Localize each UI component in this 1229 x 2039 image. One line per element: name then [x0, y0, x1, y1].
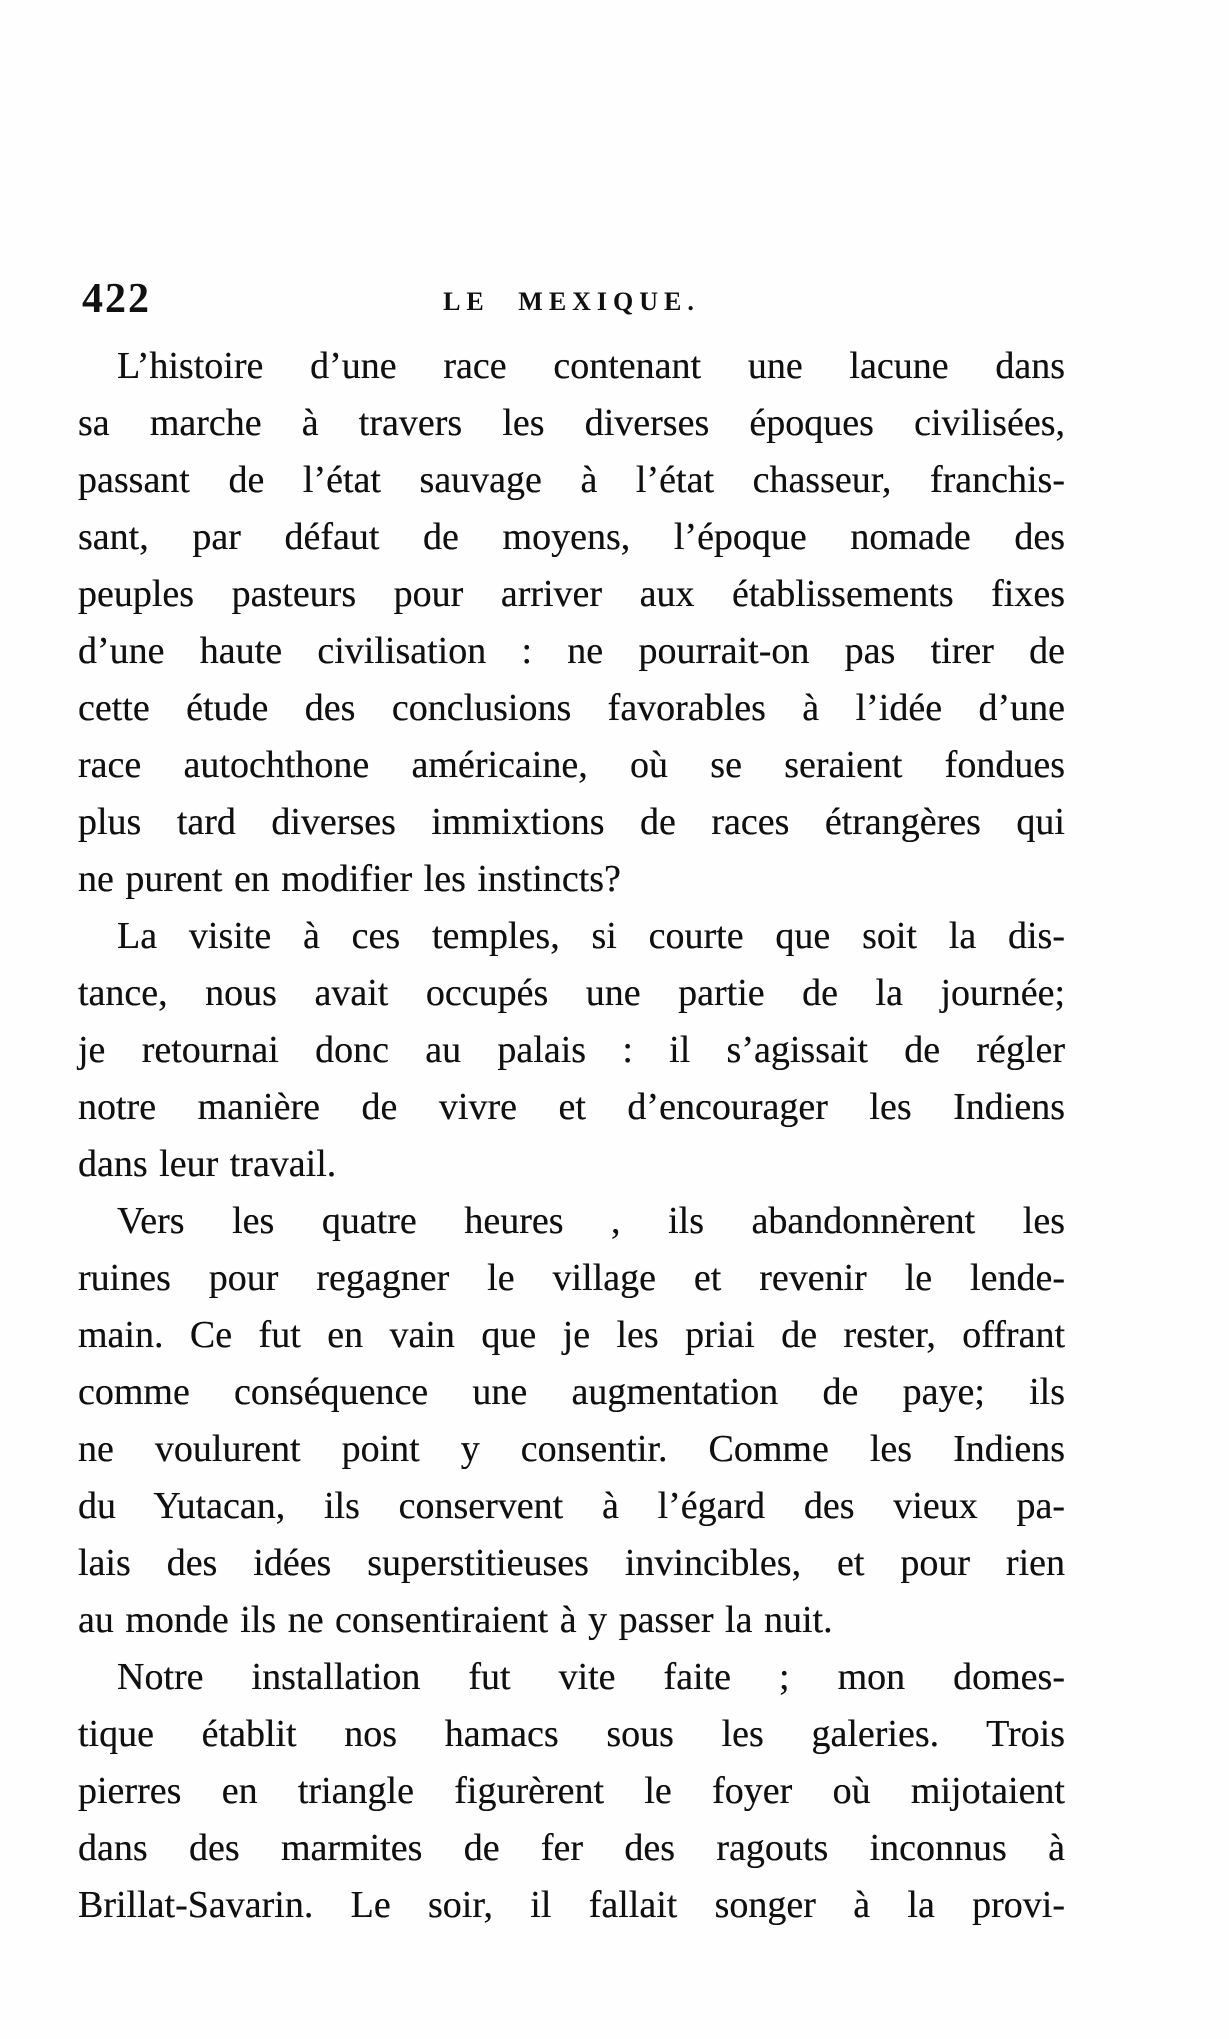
text-line: lais des idées superstitieuses invincibles, et pour rien: [78, 1542, 1065, 1584]
text-line: comme conséquence une augmentation de paye; ils: [78, 1371, 1065, 1413]
paragraph: [78, 1193, 1065, 1649]
text-line: dans leur travail.: [78, 1143, 337, 1185]
text-line: tance, nous avait occupés une partie de la journée;: [78, 972, 1065, 1014]
text-line: Vers les quatre heures , ils abandonnèrent les: [117, 1200, 1065, 1242]
page-header: [78, 278, 1065, 330]
text-line: d’une haute civilisation : ne pourrait-on pas tirer de: [78, 630, 1065, 672]
text-line: peuples pasteurs pour arriver aux établissements fixes: [78, 573, 1065, 615]
text-line: Notre installation fut vite faite ; mon domes-: [117, 1656, 1065, 1698]
text-line: sa marche à travers les diverses époques civilisées,: [78, 402, 1065, 444]
running-title: LE MEXIQUE.: [443, 287, 700, 316]
text-line: La visite à ces temples, si courte que soit la dis-: [117, 915, 1065, 957]
text-line: pierres en triangle figurèrent le foyer où mijotaient: [78, 1770, 1065, 1812]
text-line: dans des marmites de fer des ragouts inconnus à: [78, 1827, 1065, 1869]
text-line: je retournai donc au palais : il s’agissait de régler: [78, 1029, 1065, 1071]
text-line: du Yutacan, ils conservent à l’égard des vieux pa-: [78, 1485, 1065, 1527]
text-line: cette étude des conclusions favorables à l’idée d’une: [78, 687, 1065, 729]
text-line: ne voulurent point y consentir. Comme les Indiens: [78, 1428, 1065, 1470]
text-line: main. Ce fut en vain que je les priai de rester, offrant: [78, 1314, 1065, 1356]
text-line: au monde ils ne consentiraient à y passer la nuit.: [78, 1599, 833, 1641]
paragraph: [78, 908, 1065, 1193]
body-text: [78, 338, 1065, 1934]
paragraph: [78, 1649, 1065, 1934]
text-line: notre manière de vivre et d’encourager les Indiens: [78, 1086, 1065, 1128]
text-line: L’histoire d’une race contenant une lacune dans: [117, 345, 1065, 387]
text-line: Brillat-Savarin. Le soir, il fallait songer à la provi-: [78, 1884, 1065, 1926]
paragraph: [78, 338, 1065, 908]
page-number: 422: [82, 276, 151, 322]
text-line: tique établit nos hamacs sous les galeries. Trois: [78, 1713, 1065, 1755]
text-line: ruines pour regagner le village et revenir le lende-: [78, 1257, 1065, 1299]
text-line: ne purent en modifier les instincts?: [78, 858, 621, 900]
text-line: race autochthone américaine, où se seraient fondues: [78, 744, 1065, 786]
text-line: sant, par défaut de moyens, l’époque nomade des: [78, 516, 1065, 558]
text-line: plus tard diverses immixtions de races étrangères qui: [78, 801, 1065, 843]
text-line: passant de l’état sauvage à l’état chasseur, franchis-: [78, 459, 1065, 501]
